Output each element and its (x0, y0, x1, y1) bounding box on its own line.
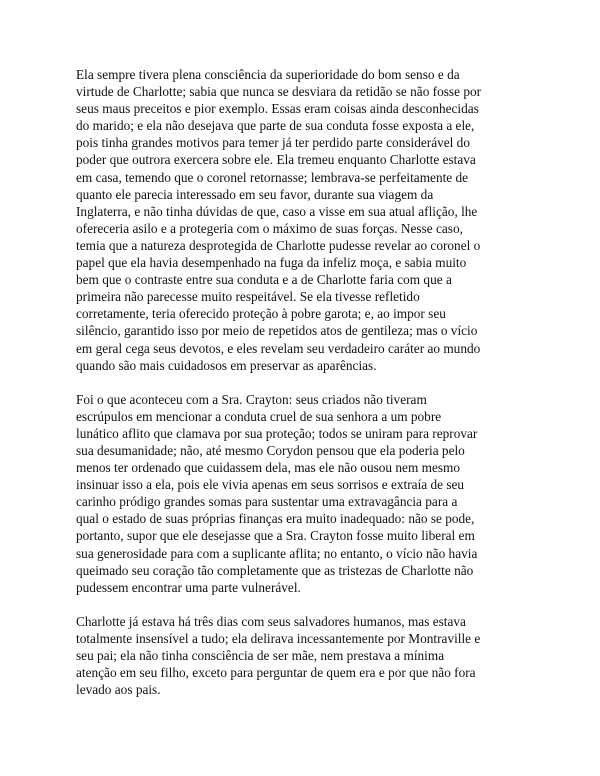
text-line: em casa, temendo que o coronel retornasse; lembrava-se perfeitamente de (76, 169, 469, 185)
text-line: em geral cega seus devotos, e eles revelam seu verdadeiro caráter ao mundo (76, 340, 481, 356)
text-line: menos ter ordenado que cuidassem dela, mas ele não ousou nem mesmo (76, 460, 461, 476)
text-line: primeira não parecesse muito respeitável. Se ela tivesse refletido (76, 289, 420, 305)
text-line: corretamente, teria oferecido proteção à pobre garota; e, ao impor seu (76, 306, 446, 322)
paragraph (76, 613, 534, 698)
text-line: Ela sempre tivera plena consciência da superioridade do bom senso e da (76, 67, 460, 82)
text-line: Inglaterra, e não tinha dúvidas de que, caso a visse em sua atual aflição, lhe (76, 203, 478, 219)
text-line: quando são mais cuidadosos em preservar as aparências. (76, 357, 377, 373)
text-line: atenção em seu filho, exceto para perguntar de quem era e por que não fora (76, 665, 476, 681)
text-line: bem que o contraste entre sua conduta e a de Charlotte faria com que a (76, 272, 452, 288)
text-line: do marido; e ela não desejava que parte de sua conduta fosse exposta a ele, (76, 118, 475, 134)
text-line: silêncio, garantido isso por meio de repetidos atos de gentileza; mas o vício (76, 323, 478, 339)
text-line: seus maus preceitos e pior exemplo. Essas eram coisas ainda desconhecidas (76, 101, 479, 117)
text-line: Charlotte já estava há três dias com seus salvadores humanos, mas estava (76, 613, 466, 629)
text-line: papel que ela havia desempenhado na fuga da infeliz moça, e sabia muito (76, 255, 467, 271)
text-line: pois tinha grandes motivos para temer já ter perdido parte considerável do (76, 135, 470, 151)
body-text (76, 66, 534, 715)
text-line: insinuar isso a ela, pois ele vivia apenas em seus sorrisos e extraía de seu (76, 477, 465, 493)
text-line: seu pai; ela não tinha consciência de ser mãe, nem prestava a mínima (76, 648, 445, 663)
paragraph (76, 391, 534, 596)
paragraph (76, 66, 534, 374)
text-line: poder que outrora exercera sobre ele. Ela tremeu enquanto Charlotte estava (76, 152, 476, 168)
text-line: pudessem encontrar uma parte vulnerável. (76, 579, 301, 595)
text-line: quanto ele parecia interessado em seu favor, durante sua viagem da (76, 186, 434, 202)
text-line: carinho pródigo grandes somas para sustentar uma extravagância para a (76, 494, 458, 510)
text-line: queimado seu coração tão completamente que as tristezas de Charlotte não (76, 562, 474, 578)
text-line: portanto, supor que ele desejasse que a Sra. Crayton fosse muito liberal em (76, 528, 475, 544)
text-line: virtude de Charlotte; sabia que nunca se desviara da retidão se não fosse por (76, 84, 482, 100)
text-line: sua desumanidade; não, até mesmo Corydon pensou que ela poderia pelo (76, 442, 465, 458)
text-line: sua generosidade para com a suplicante aflita; no entanto, o vício não havia (76, 545, 478, 561)
text-line: temia que a natureza desprotegida de Charlotte pudesse revelar ao coronel o (76, 237, 481, 253)
text-line: lunático aflito que clamava por sua proteção; todos se uniram para reprovar (76, 425, 478, 441)
text-line: levado aos pais. (76, 682, 161, 698)
text-line: ofereceria asilo e a protegeria com o máximo de suas forças. Nesse caso, (76, 220, 463, 236)
text-line: qual o estado de suas próprias finanças era muito inadequado: não se pode, (76, 511, 475, 527)
text-line: Foi o que aconteceu com a Sra. Crayton: seus criados não tiveram (76, 391, 427, 407)
text-line: totalmente insensível a tudo; ela delirava incessantemente por Montraville e (76, 630, 481, 646)
text-line: escrúpulos em mencionar a conduta cruel de sua senhora a um pobre (76, 408, 442, 424)
